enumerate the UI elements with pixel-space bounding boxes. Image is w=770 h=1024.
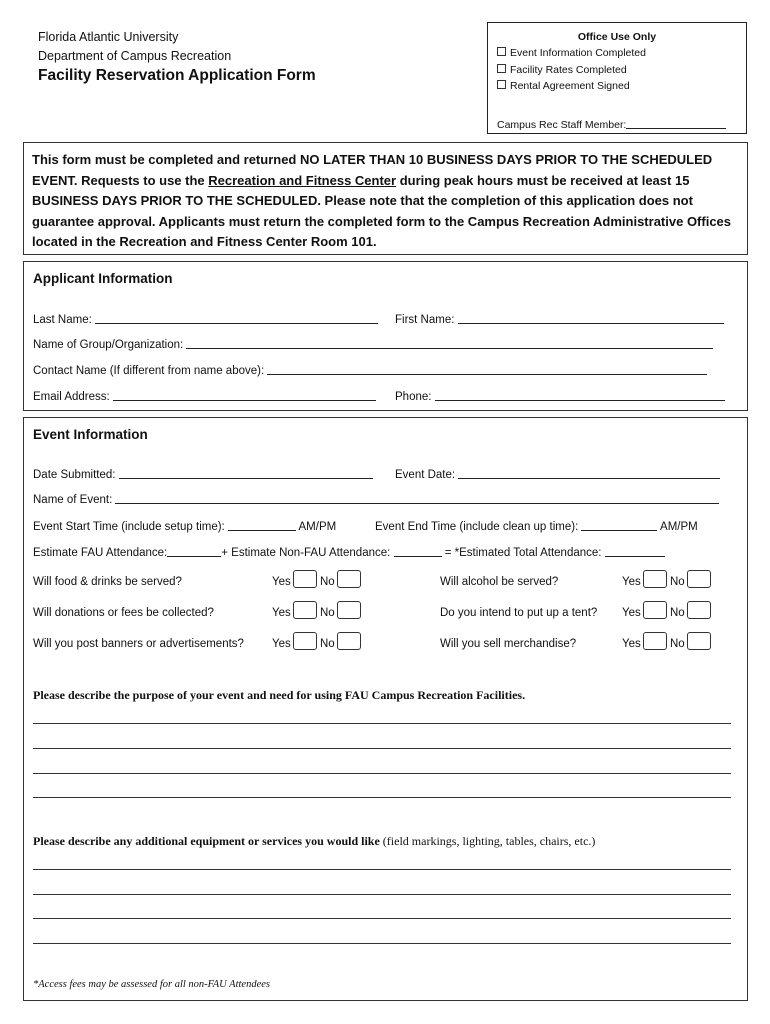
alcohol-yes-box[interactable] (643, 570, 667, 588)
event-name-field[interactable]: Name of Event: (33, 492, 719, 506)
contact-field[interactable]: Contact Name (If different from name above): (33, 363, 707, 377)
notice-text-1: This form must be completed and returned NO LATER THAN 10 BUSINESS DAYS PRIOR TO THE SCHEDULED EVENT. Requests to use the (32, 152, 713, 188)
equipment-line-4[interactable] (33, 943, 731, 944)
first-name-field[interactable]: First Name: (395, 312, 724, 326)
equipment-prompt: Please describe any additional equipment or services you would like (33, 834, 380, 848)
last-name-line[interactable] (95, 312, 378, 324)
tent-yes-box[interactable] (643, 601, 667, 619)
form-title: Facility Reservation Application Form (38, 67, 316, 84)
notice-link-rfc: Recreation and Fitness Center (208, 172, 397, 188)
equipment-prompt-row (33, 834, 595, 849)
phone-field[interactable]: Phone: (395, 389, 725, 403)
food-no-box[interactable] (337, 570, 361, 588)
event-date-line[interactable] (458, 467, 720, 479)
banners-yes-no[interactable]: Yes No (272, 632, 361, 650)
food-yes-no[interactable]: Yes No (272, 570, 361, 588)
checkbox-icon[interactable] (497, 80, 506, 89)
donations-yes-no[interactable]: Yes No (272, 601, 361, 619)
equipment-line-2[interactable] (33, 894, 731, 895)
equipment-hint: (field markings, lighting, tables, chairs, etc.) (382, 834, 596, 848)
phone-line[interactable] (435, 389, 725, 401)
alcohol-no-box[interactable] (687, 570, 711, 588)
event-title: Event Information (33, 427, 148, 442)
question-food: Will food & drinks be served? (33, 576, 182, 588)
staff-member-line[interactable] (626, 117, 726, 129)
department-name: Department of Campus Recreation (38, 49, 232, 63)
banners-yes-box[interactable] (293, 632, 317, 650)
total-attendance-line[interactable] (605, 545, 665, 557)
question-banners: Will you post banners or advertisements? (33, 638, 244, 650)
date-submitted-line[interactable] (119, 467, 373, 479)
contact-line[interactable] (267, 363, 707, 375)
office-item-rental-agreement[interactable]: Rental Agreement Signed (497, 80, 630, 92)
checkbox-icon[interactable] (497, 64, 506, 73)
group-field[interactable]: Name of Group/Organization: (33, 337, 713, 351)
date-submitted-field[interactable]: Date Submitted: (33, 467, 373, 481)
nonfau-attendance-line[interactable] (394, 545, 442, 557)
food-yes-box[interactable] (293, 570, 317, 588)
notice-box (23, 142, 748, 255)
office-use-title: Office Use Only (577, 31, 657, 43)
question-merchandise: Will you sell merchandise? (440, 638, 577, 650)
start-time-field[interactable]: Event Start Time (include setup time): AM/PM (33, 521, 337, 533)
office-item-event-info[interactable]: Event Information Completed (497, 47, 646, 59)
notice-text-2: during peak hours must be received at least 15 BUSINESS DAYS PRIOR TO THE SCHEDULED. Please note that the completion of this application does not guarantee approval. Applicants must return the completed form to the Campus Recreation Administrative Offices located in the Recreation and Fitness Center Room 101. (32, 172, 732, 249)
email-field[interactable]: Email Address: (33, 389, 376, 403)
alcohol-yes-no[interactable]: Yes No (622, 570, 711, 588)
banners-no-box[interactable] (337, 632, 361, 650)
start-time-line[interactable] (228, 519, 296, 531)
university-name: Florida Atlantic University (38, 30, 179, 44)
donations-no-box[interactable] (337, 601, 361, 619)
end-time-line[interactable] (581, 519, 657, 531)
purpose-prompt: Please describe the purpose of your event and need for using FAU Campus Recreation Facilities. (33, 688, 526, 702)
purpose-line-4[interactable] (33, 797, 731, 798)
question-tent: Do you intend to put up a tent? (440, 607, 598, 619)
applicant-section (23, 261, 748, 411)
donations-yes-box[interactable] (293, 601, 317, 619)
end-time-field[interactable]: Event End Time (include clean up time): AM/PM (375, 521, 698, 533)
staff-member-field[interactable]: Campus Rec Staff Member: (497, 117, 726, 131)
merch-yes-box[interactable] (643, 632, 667, 650)
checkbox-icon[interactable] (497, 47, 506, 56)
event-date-field[interactable]: Event Date: (395, 467, 720, 481)
applicant-title: Applicant Information (33, 271, 173, 286)
equipment-line-3[interactable] (33, 918, 731, 919)
tent-no-box[interactable] (687, 601, 711, 619)
event-section (23, 417, 748, 1001)
question-alcohol: Will alcohol be served? (440, 576, 559, 588)
tent-yes-no[interactable]: Yes No (622, 601, 711, 619)
merch-yes-no[interactable]: Yes No (622, 632, 711, 650)
last-name-field[interactable]: Last Name: (33, 312, 378, 326)
office-item-facility-rates[interactable]: Facility Rates Completed (497, 64, 627, 76)
event-name-line[interactable] (115, 492, 719, 504)
purpose-line-1[interactable] (33, 723, 731, 724)
merch-no-box[interactable] (687, 632, 711, 650)
purpose-line-2[interactable] (33, 748, 731, 749)
header-block (38, 28, 316, 85)
group-line[interactable] (186, 337, 713, 349)
purpose-line-3[interactable] (33, 773, 731, 774)
office-use-box (487, 22, 747, 134)
first-name-line[interactable] (458, 312, 724, 324)
question-donations: Will donations or fees be collected? (33, 607, 214, 619)
email-line[interactable] (113, 389, 376, 401)
equipment-line-1[interactable] (33, 869, 731, 870)
fau-attendance-line[interactable] (167, 545, 221, 557)
attendance-row[interactable]: Estimate FAU Attendance: + Estimate Non-FAU Attendance: = *Estimated Total Attendance: (33, 545, 665, 559)
footnote: *Access fees may be assessed for all non-FAU Attendees (33, 979, 270, 990)
